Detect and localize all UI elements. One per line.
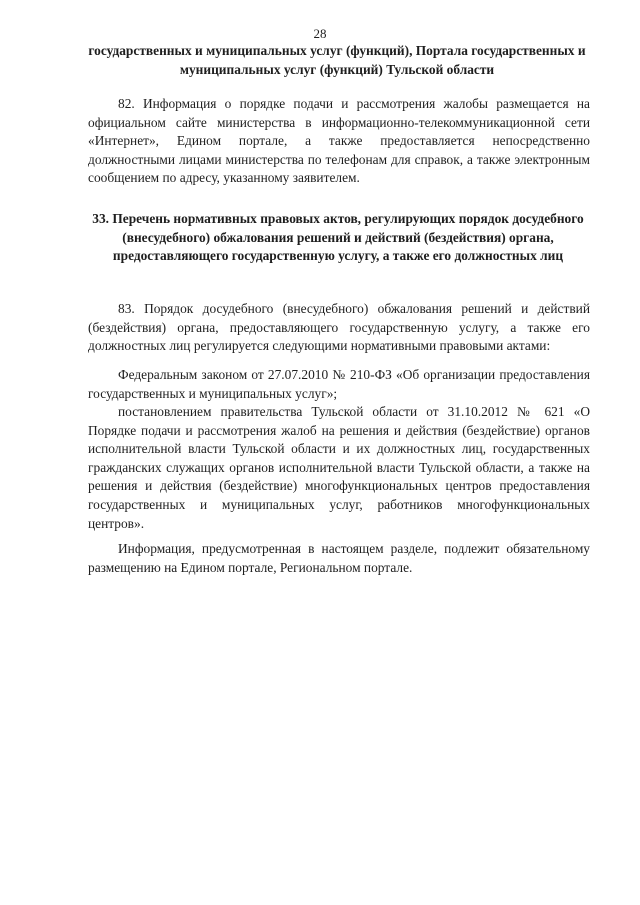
regional-resolution-item: постановлением правительства Тульской области от 31.10.2012 № 621 «О Порядке подачи и рассмотрения жалоб на решения и действия (бездействие) органов исполнительной власти Тульской области и их должностных лиц, государственных гражданских служащих органов исполнительной власти Тульской области, а также на решения и действия (бездействие) многофункциональных центров предоставления государственных и муниципальных услуг, работников многофункциональных центров». — [88, 404, 590, 531]
paragraph-82: 82. Информация о порядке подачи и рассмотрения жалобы размещается на официальном сайте министерства в информационно-телекоммуникационной сети «Интернет», Едином портале, а также предоставляется непосредственно должностными лицами министерства по телефонам для справок, а также электронным сообщением по адресу, указанному заявителем. — [88, 96, 590, 186]
page-number: 28 — [313, 26, 327, 41]
federal-law-item: Федеральным законом от 27.07.2010 № 210-ФЗ «Об организации предоставления государственных и муниципальных услуг»; — [88, 367, 590, 401]
continued-heading: государственных и муниципальных услуг (функций), Портала государственных и муниципальных услуг (функций) Тульской области — [88, 43, 586, 77]
publication-paragraph: Информация, предусмотренная в настоящем разделе, подлежит обязательному размещению на Едином портале, Региональном портале. — [88, 541, 590, 575]
paragraph-83: 83. Порядок досудебного (внесудебного) обжалования решений и действий (бездействия) органа, предоставляющего государственную услугу, а также его должностных лиц регулируется следующими нормативными правовыми актами: — [88, 301, 590, 354]
section-33-heading: 33. Перечень нормативных правовых актов, регулирующих порядок досудебного (внесудебного) обжалования решений и действий (бездействия) органа, предоставляющего государственную услугу, а также его должностных лиц — [92, 211, 584, 263]
